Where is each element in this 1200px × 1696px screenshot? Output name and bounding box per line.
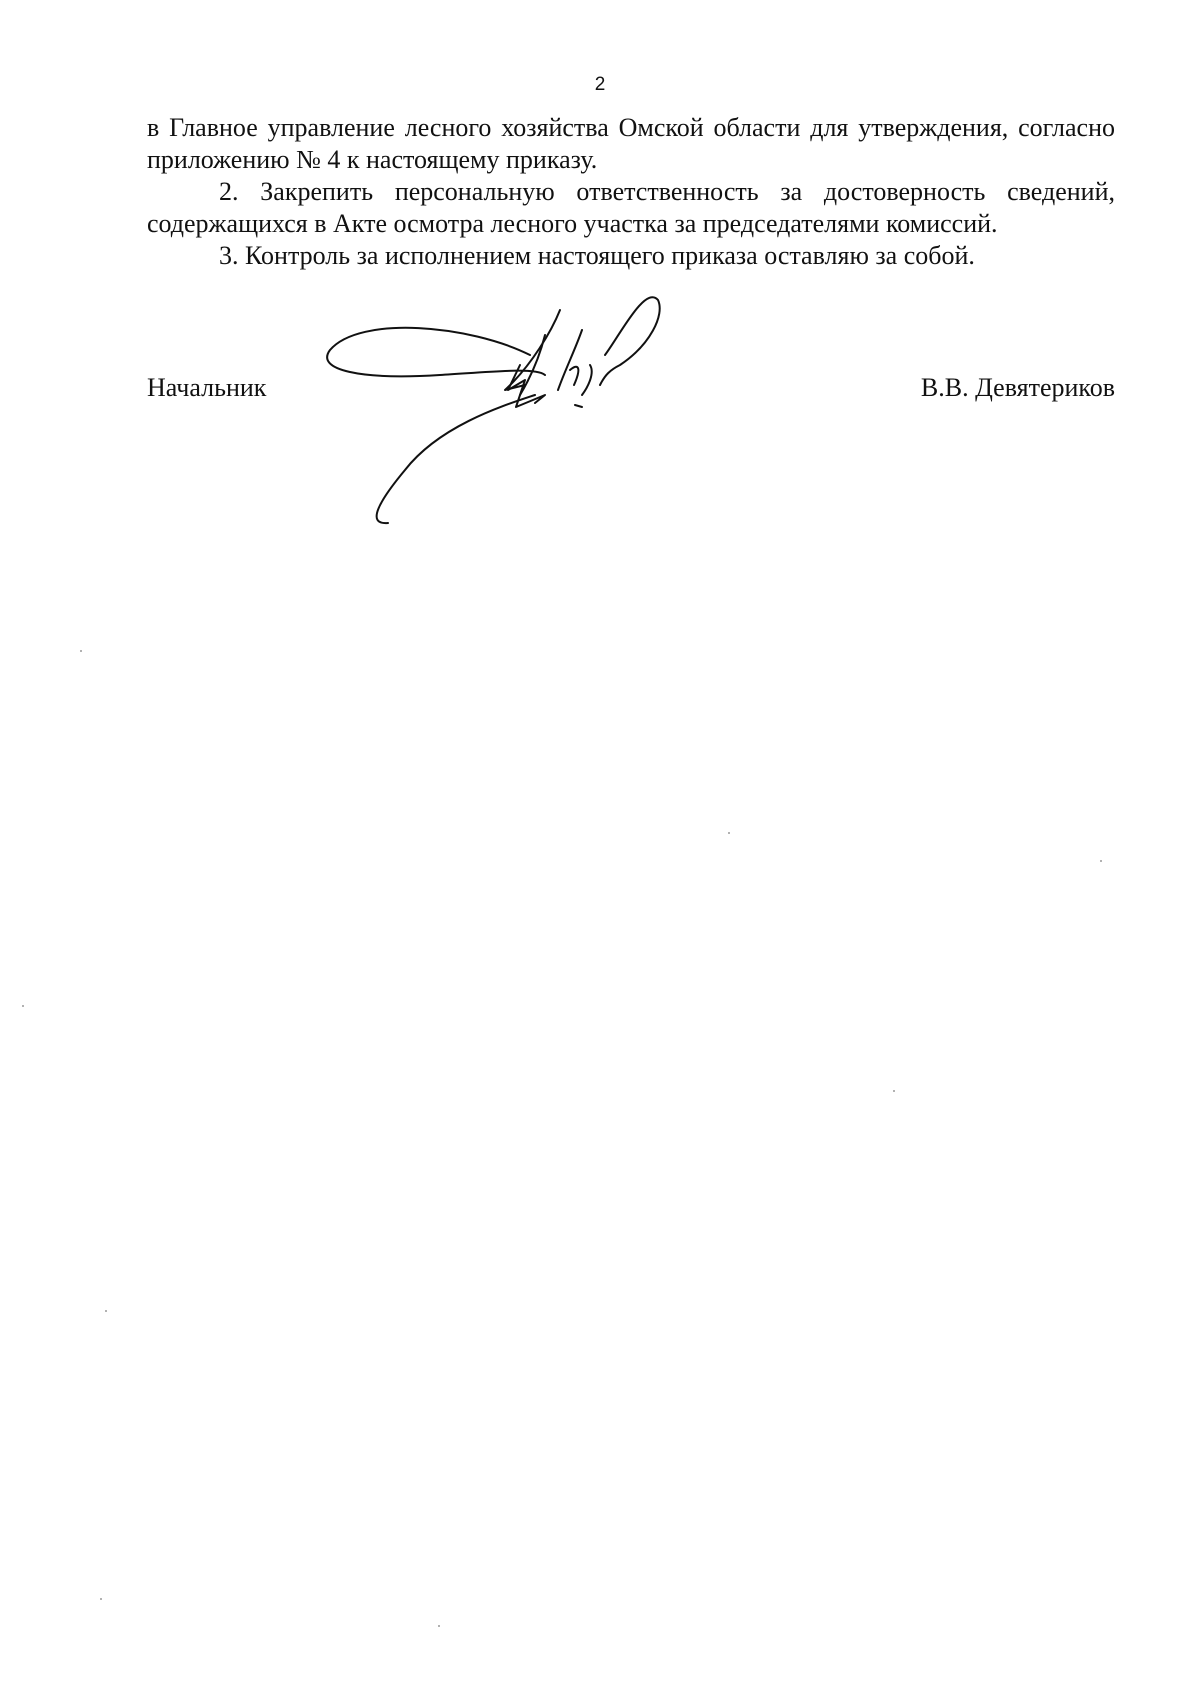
scan-speck [1100, 860, 1102, 862]
page-number: 2 [594, 74, 606, 95]
scan-speck [438, 1625, 440, 1627]
scan-speck [100, 1598, 102, 1600]
scan-speck [893, 1090, 895, 1092]
scan-speck [22, 1005, 24, 1007]
scan-speck [80, 650, 82, 652]
scan-speck [728, 832, 730, 834]
document-body [147, 112, 1115, 272]
signatory-name: В.В. Девятериков [920, 373, 1115, 402]
signatory-title: Начальник [147, 373, 267, 402]
handwritten-signature [320, 295, 720, 545]
paragraph-item-2: 2. Закрепить персональную ответственность за достоверность сведений, содержащихся в Акте осмотра лесного участка за председателями комиссий. [147, 177, 1115, 238]
scan-speck [105, 1310, 107, 1312]
paragraph-continuation: в Главное управление лесного хозяйства Омской области для утверждения, согласно приложению № 4 к настоящему приказу. [147, 113, 1115, 174]
paragraph-item-3: 3. Контроль за исполнением настоящего приказа оставляю за собой. [219, 241, 975, 270]
